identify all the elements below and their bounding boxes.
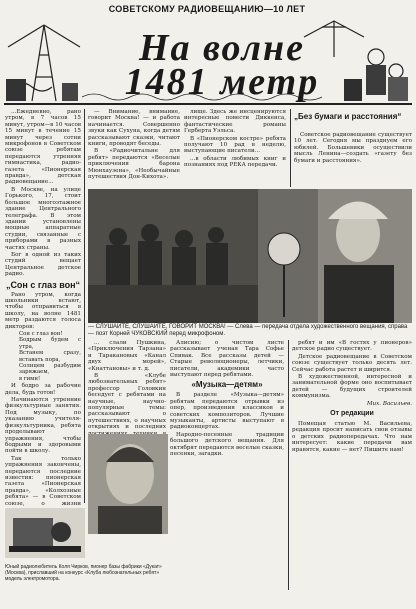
article-column-1	[5, 109, 81, 505]
subheading-son: „Сон с глаз вон“	[5, 279, 81, 290]
side-article-heading: „Без бумаги и расстояния“	[294, 112, 402, 121]
author-signature: Мих. Васильев.	[366, 400, 412, 407]
poem-line: Встанем сразу, вставать пора,	[19, 350, 81, 363]
anniversary-banner: СОВЕТСКОМУ РАДИОВЕЩАНИЮ—10 ЛЕТ	[108, 4, 306, 14]
poem-line: Бодрым будем с утра,	[19, 337, 81, 350]
masthead	[4, 17, 412, 107]
poem-line: Сон с глаз вон!	[19, 331, 63, 337]
main-photo	[88, 189, 412, 323]
masthead-title	[82, 27, 362, 103]
column-divider	[288, 340, 289, 590]
article-column-3	[184, 109, 286, 187]
masthead-line1: На волне	[138, 27, 306, 69]
side-article-body	[294, 132, 412, 187]
building-left-icon	[6, 79, 26, 101]
masthead-line2: 1481 метр	[124, 61, 320, 103]
motor-model-photo	[5, 508, 85, 558]
paragraph: Народно-песенные традиции большого детского вещания. Для октябрят передаются веселые сказки, песенки, загадки.	[170, 431, 284, 458]
paragraph: В «Радиочитальне для ребят» передаются «Веселые приключения барона Мюнхаузена», «Необычайные путешествия Дон-Кихота».	[88, 148, 180, 181]
paragraph: И бодро за рабочие дела, будь готов!	[5, 383, 81, 396]
paragraph: В «Пионерском костре» ребята получают 10 рад в неделю, выступающие писатели...	[184, 135, 286, 155]
paragraph: Бог в одной из таких студий вещает Центральное детское радио.	[5, 251, 81, 278]
paragraph: ...в области любимых книг и познаниях под РЕКА передачи.	[184, 155, 286, 169]
paragraph: ...Ежедневно, рано утром, в 7 часов 15 минут, утром—в 10 часов 15 минут в течение 15 минут через сотни микрофонов в Советском союзе ребятам передаются утренняя гимнастика, радио-газета «Пионерская правда», детская радиовещание...	[5, 109, 81, 186]
paragraph: ребят и им «В гостях у пионеров» детское радио существует.	[292, 340, 412, 353]
paragraph: В разделе «Музыка—детям» ребятам передаются отрывки из опер, произведения классиков и советских композиторов. Лучшие музыканты, артисты выступают в радиоконцертах.	[170, 392, 284, 431]
article-column-4b	[292, 340, 412, 604]
paragraph: Рано утром, когда школьники встают, чтобы отправиться в школу, на волне 1481 метр раздаются голоса дикторов:	[5, 291, 81, 330]
main-photo-caption: — СЛУШАЙТЕ, СЛУШАЙТЕ, ГОВОРИТ МОСКВА! — Слева — передача отдела художественного вещания, справа — поэт Корней ЧУКОВСКИЙ перед микрофоном.	[88, 324, 408, 337]
column-divider	[290, 109, 291, 187]
boy-photo-image	[88, 434, 168, 534]
paragraph: Советское радиовещание существует 10 лет. Сегодня мы празднуем его юбилей. Большевики осуществили мысль Ленина—создать «газету без бумаги и расстояния».	[294, 132, 412, 164]
main-photo-image	[88, 189, 412, 323]
paragraph: Помещая статью М. Васильева, редакция просит написать свои отзывы о детских радиопередачах. Что нам интересует: какие передачи вам нравятся, какие — нет? Пишите нам!	[292, 421, 412, 453]
paragraph: — Внимание, внимание, говорит Москва! — и работа начинается. Совершенно звуки как Сухуна, когда детям рассказывают сказки, читают книги, проводят беседы.	[88, 109, 180, 148]
paragraph: ... слали Пушкина, «Приключения Тарзана» и Таракановых «Канал двух морей», «Кнаттановы» и т. д.	[88, 340, 166, 372]
paragraph: В художественной, интересной и занимательной форме оно воспитывает детей — будущих строителей коммунизма.	[292, 374, 412, 400]
paragraph: В «Клубе любознательных ребят» профессор Головкин беседует с ребятами на научные, научно-популярные темы: рассказывают о путешествиях, о научных открытиях и последних	[88, 373, 166, 431]
paragraph: Детское радиовещание в Советском союзе существует только десять лет. Сейчас работа растет и ширится.	[292, 353, 412, 373]
article-column-2b	[88, 340, 166, 432]
bottom-caption: Юный радиолюбитель Коля Чирков, пионер базы фабрики «Дукат» (Москва), приславший на конкурс «Клуба любознательных ребят» модель электромотора.	[5, 564, 162, 582]
paragraph: Начинаются утренние физкультурные занятия. Под музыку, по указанию учителя-физкультурника, ребята проделывают упражнения, чтобы бодрыми и здоровыми пойти в школу.	[5, 397, 81, 455]
paragraph: В Москве, на улице Горького, 17, стоит большое многоэтажное здание Центрального телеграфа. В этом здании установлены мощные аппаратные студии, связанные с приборами в разных частях страны.	[5, 186, 81, 251]
article-column-3b	[170, 340, 284, 590]
masthead-rule	[4, 103, 412, 105]
paragraph: Так только упражнения закончены, передаются последние известия: пионерская газета «Пионерская правда», «Колхозные ребята» — в Советском союзе, о жизни	[5, 455, 81, 507]
paragraph: лище. Здесь же инсценируются интересные повести Диккенса, фантастические романы Герберта Уэльса.	[184, 109, 286, 135]
subheading-editorial: От редакции	[330, 410, 374, 418]
column-divider	[84, 109, 85, 503]
article-column-2	[88, 109, 180, 187]
subheading-music: «Музыка—детям»	[191, 380, 263, 390]
boy-photo	[88, 434, 168, 534]
poem-line: Солнцем разбудим заряжаем,	[19, 363, 81, 376]
paragraph: Алисию; о чистом листе рассказывает ученая Тара Софье Спивак. Все рассказы детей — Старые революционеры, летчики, писатели, академики часто выступают перед ребятами.	[170, 340, 284, 379]
poem-line: в гимн!	[19, 375, 41, 382]
motor-model-image	[5, 508, 85, 558]
poem	[19, 331, 81, 382]
